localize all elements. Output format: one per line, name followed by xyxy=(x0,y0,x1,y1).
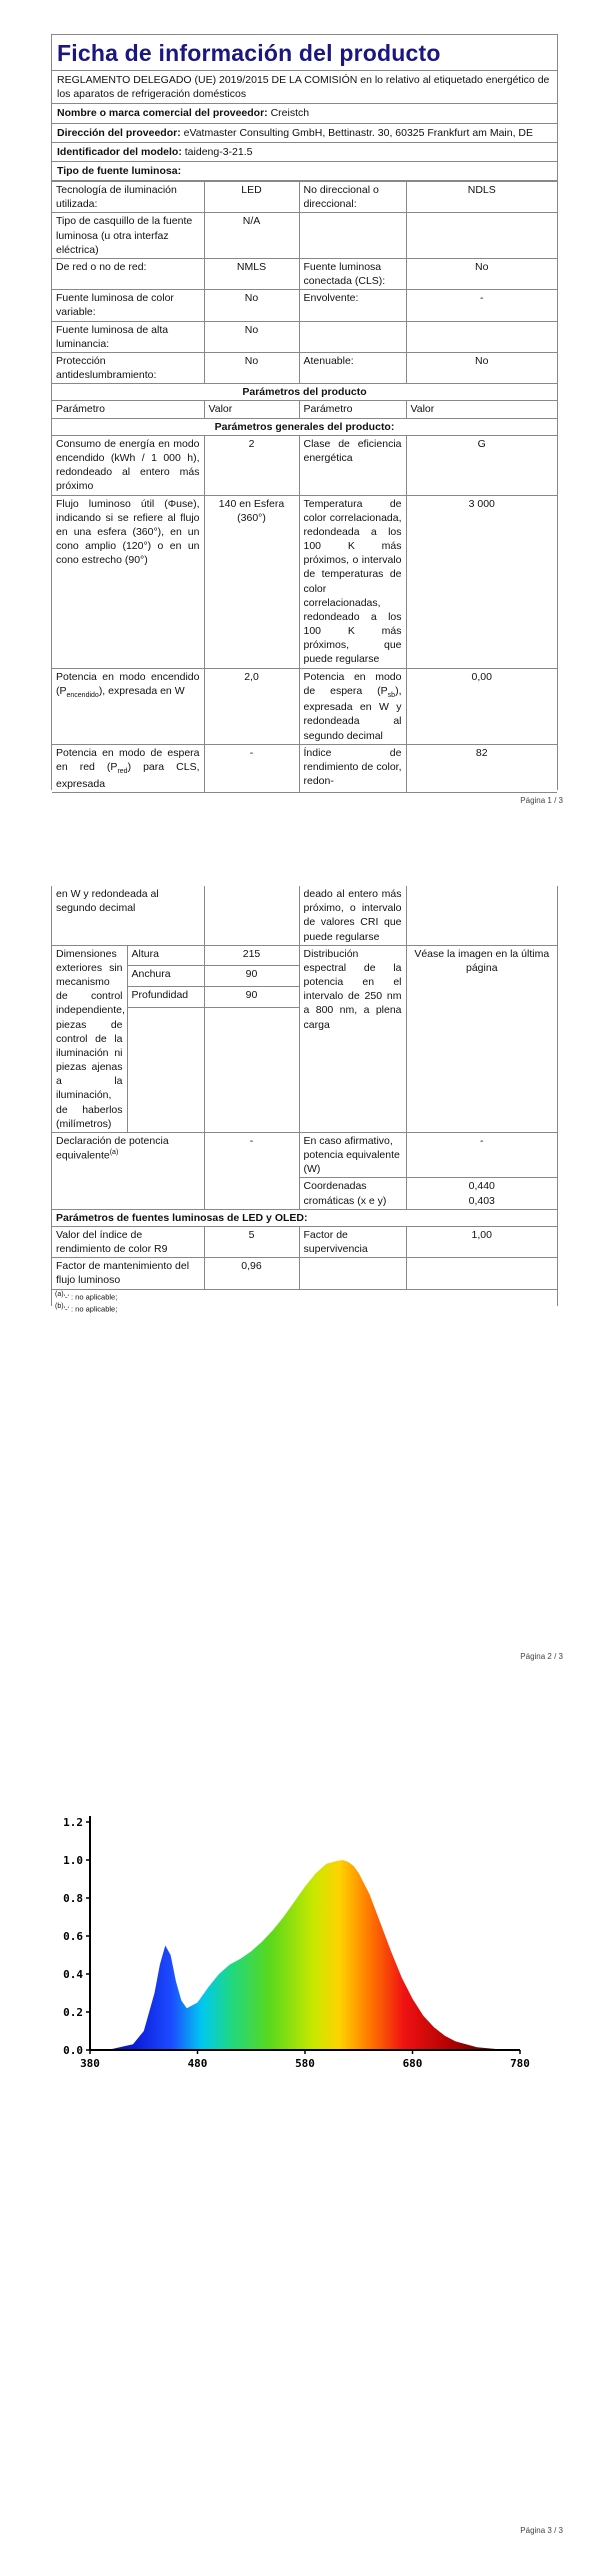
type-row xyxy=(52,352,557,383)
footnote xyxy=(52,1290,557,1303)
label-subscript: sb xyxy=(387,691,396,699)
param-value: 140 en Esfera (360°) xyxy=(204,495,299,668)
supplier-name-row xyxy=(52,104,557,123)
param-label xyxy=(299,1258,406,1289)
page-number: Página 3 / 3 xyxy=(520,2526,563,2535)
param-label: Tecnología de iluminación utilizada: xyxy=(52,182,204,213)
led-row xyxy=(52,1258,557,1289)
supplier-address-label: Dirección del proveedor: xyxy=(57,126,181,139)
general-row xyxy=(52,435,557,495)
general-row xyxy=(52,744,557,792)
dim-empty xyxy=(204,1007,299,1132)
general-row xyxy=(52,668,557,744)
param-value xyxy=(406,321,557,352)
specs-table-cont xyxy=(52,886,557,1290)
type-row xyxy=(52,182,557,213)
param-value: No xyxy=(204,321,299,352)
param-value: N/A xyxy=(204,213,299,259)
param-value: 0,00 xyxy=(406,668,557,744)
param-value: No xyxy=(204,352,299,383)
param-value: No xyxy=(406,352,557,383)
equiv-label xyxy=(52,1132,204,1209)
supplier-address-row xyxy=(52,124,557,143)
param-label: Fuente luminosa de color variable: xyxy=(52,290,204,321)
dim-value: 90 xyxy=(204,987,299,1008)
param-label: Valor del índice de rendimiento de color R9 xyxy=(52,1226,204,1257)
page-1 xyxy=(0,0,603,810)
section-header-row xyxy=(52,418,557,435)
label-subscript: encendido xyxy=(66,691,99,699)
chroma-values xyxy=(406,1178,557,1209)
label-text: Potencia en modo encendido (P xyxy=(56,670,200,697)
y-tick-label: 1.2 xyxy=(63,1816,83,1829)
model-label: Identificador del modelo: xyxy=(57,145,182,158)
x-tick-label: 780 xyxy=(510,2057,530,2070)
param-value: 0,96 xyxy=(204,1258,299,1289)
footnote-mark: (b) xyxy=(55,1303,64,1311)
param-label xyxy=(52,744,204,792)
param-label xyxy=(299,321,406,352)
param-value: 2 xyxy=(204,435,299,495)
led-params-header: Parámetros de fuentes luminosas de LED y OLED: xyxy=(52,1209,557,1226)
x-tick-label: 380 xyxy=(80,2057,100,2070)
section-header-row xyxy=(52,1209,557,1226)
footnote-ref: (a) xyxy=(109,1149,119,1157)
dim-name: Altura xyxy=(127,945,204,966)
notes xyxy=(52,1289,557,1315)
footnote xyxy=(52,1302,557,1315)
param-label: Índice de rendimiento de color, redon- xyxy=(299,744,406,792)
param-value: LED xyxy=(204,182,299,213)
supplier-address: eVatmaster Consulting GmbH, Bettinastr. 30, 60325 Frankfurt am Main, DE xyxy=(183,126,534,139)
param-label: Flujo luminoso útil (Φuse), indicando si se refiere al flujo en una esfera (360°), en un cono amplio (120°) o en un cono estrecho (90°) xyxy=(52,495,204,668)
product-sheet-frame xyxy=(51,34,558,790)
label-text: Potencia en modo de espera en red (P xyxy=(56,746,200,773)
dim-name: Profundidad xyxy=(127,987,204,1008)
param-value: NMLS xyxy=(204,258,299,289)
supplier-name-label: Nombre o marca comercial del proveedor: xyxy=(57,107,268,120)
product-params-header: Parámetros del producto xyxy=(52,384,557,401)
type-row xyxy=(52,321,557,352)
dim-empty xyxy=(127,1007,204,1132)
param-label: Temperatura de color correlacionada, redondeada a los 100 K más próximos, o intervalo de temperaturas de color correlacionadas, redondeado a los 100 K más próximos, que puede regularse xyxy=(299,495,406,668)
column-header-value: Valor xyxy=(204,401,299,418)
footnote-text: '-' : no aplicable; xyxy=(63,1304,118,1314)
general-row xyxy=(52,495,557,668)
type-row xyxy=(52,290,557,321)
param-label: Clase de eficiencia energética xyxy=(299,435,406,495)
param-label: Factor de supervivencia xyxy=(299,1226,406,1257)
label-text: Potencia en modo de espera (P xyxy=(303,670,402,697)
param-label-cont: en W y redondeada al segundo decimal xyxy=(52,886,204,945)
y-tick-label: 0.8 xyxy=(63,1892,83,1905)
param-label: Envolvente: xyxy=(299,290,406,321)
label-text: ) para CLS, expresada xyxy=(56,760,200,790)
label-text: ), expresada en W y redondeada al segundo decimal xyxy=(303,684,402,742)
param-value: - xyxy=(406,290,557,321)
chroma-x: 0,440 xyxy=(468,1180,495,1193)
param-label: Protección antideslumbramiento: xyxy=(52,352,204,383)
dim-value: 90 xyxy=(204,966,299,987)
supplier-name: Creistch xyxy=(270,107,310,120)
param-label: Fuente luminosa de alta luminancia: xyxy=(52,321,204,352)
x-tick-label: 480 xyxy=(187,2057,208,2070)
chroma-y: 0,403 xyxy=(468,1194,495,1207)
param-value xyxy=(406,213,557,259)
param-value: 1,00 xyxy=(406,1226,557,1257)
regulation-text: REGLAMENTO DELEGADO (UE) 2019/2015 DE LA COMISIÓN en lo relativo al etiquetado energético de los aparatos de refrigeración domésticos xyxy=(52,71,557,104)
type-row xyxy=(52,213,557,259)
footnote-text: '-' : no aplicable; xyxy=(63,1292,118,1302)
general-params-header: Parámetros generales del producto: xyxy=(52,418,557,435)
y-tick-label: 0.4 xyxy=(63,1968,83,1981)
type-row xyxy=(52,258,557,289)
chroma-label: Coordenadas cromáticas (x e y) xyxy=(299,1178,406,1209)
param-value: 5 xyxy=(204,1226,299,1257)
param-value: No xyxy=(406,258,557,289)
param-label xyxy=(299,213,406,259)
footnote-mark: (a) xyxy=(55,1290,64,1298)
param-label xyxy=(299,668,406,744)
param-label: De red o no de red: xyxy=(52,258,204,289)
page-number: Página 2 / 3 xyxy=(520,1652,563,1661)
specs-table xyxy=(52,181,557,793)
spectral-distribution-chart xyxy=(0,1800,603,2120)
param-label: Atenuable: xyxy=(299,352,406,383)
column-header-value: Valor xyxy=(406,401,557,418)
param-label-cont: deado al entero más próximo, o intervalo de valores CRI que puede regularse xyxy=(299,886,406,945)
equiv-power-value: - xyxy=(406,1132,557,1178)
y-tick-label: 0.2 xyxy=(63,2006,83,2019)
continued-row xyxy=(52,886,557,945)
param-value: No xyxy=(204,290,299,321)
dim-value: 215 xyxy=(204,945,299,966)
param-value: NDLS xyxy=(406,182,557,213)
y-tick-label: 1.0 xyxy=(63,1854,83,1867)
spectral-distribution-label: Distribución espectral de la potencia en el intervalo de 250 nm a 800 nm, a plena carga xyxy=(299,945,406,1132)
dims-label: Dimensiones exteriores sin mecanismo de control independiente, piezas de control de la iluminación ni piezas ajenas a la iluminación, de haberlos (milímetros) xyxy=(52,945,127,1132)
label-text: ), expresada en W xyxy=(98,684,185,697)
model-row xyxy=(52,143,557,162)
product-sheet-frame-cont xyxy=(51,886,558,1314)
param-value: - xyxy=(204,744,299,792)
model-id: taideng-3-21.5 xyxy=(184,145,253,158)
x-tick-label: 580 xyxy=(295,2057,315,2070)
label-text: Declaración de potencia equivalente xyxy=(56,1134,169,1162)
spectral-distribution-value: Véase la imagen en la última página xyxy=(406,945,557,1132)
param-value: 82 xyxy=(406,744,557,792)
light-source-type-label: Tipo de fuente luminosa: xyxy=(52,162,557,181)
param-label: Factor de mantenimiento del flujo luminoso xyxy=(52,1258,204,1289)
page-2 xyxy=(0,810,603,1680)
page-number: Página 1 / 3 xyxy=(520,796,563,805)
param-label xyxy=(52,668,204,744)
param-label: Fuente luminosa conectada (CLS): xyxy=(299,258,406,289)
dim-name: Anchura xyxy=(127,966,204,987)
column-header-param: Parámetro xyxy=(52,401,204,418)
section-header-row xyxy=(52,384,557,401)
doc-title: Ficha de información del producto xyxy=(52,35,557,71)
param-label: Consumo de energía en modo encendido (kWh / 1 000 h), redondeado al entero más próximo xyxy=(52,435,204,495)
dims-row xyxy=(52,945,557,966)
led-row xyxy=(52,1226,557,1257)
equiv-value: - xyxy=(204,1132,299,1209)
x-tick-label: 680 xyxy=(402,2057,423,2070)
column-header-row xyxy=(52,401,557,418)
equiv-row xyxy=(52,1132,557,1178)
y-tick-label: 0.6 xyxy=(63,1930,83,1943)
param-value xyxy=(406,1258,557,1289)
param-label: No direccional o direccional: xyxy=(299,182,406,213)
label-subscript: red xyxy=(117,768,128,776)
spectrum-area xyxy=(90,1860,520,2050)
param-label: Tipo de casquillo de la fuente luminosa (u otra interfaz eléctrica) xyxy=(52,213,204,259)
param-value: 3 000 xyxy=(406,495,557,668)
param-value: 2,0 xyxy=(204,668,299,744)
column-header-param: Parámetro xyxy=(299,401,406,418)
y-tick-label: 0.0 xyxy=(63,2044,83,2057)
param-value xyxy=(406,886,557,945)
equiv-power-label: En caso afirmativo, potencia equivalente (W) xyxy=(299,1132,406,1178)
param-value: G xyxy=(406,435,557,495)
page-3 xyxy=(0,1680,603,2560)
param-value xyxy=(204,886,299,945)
